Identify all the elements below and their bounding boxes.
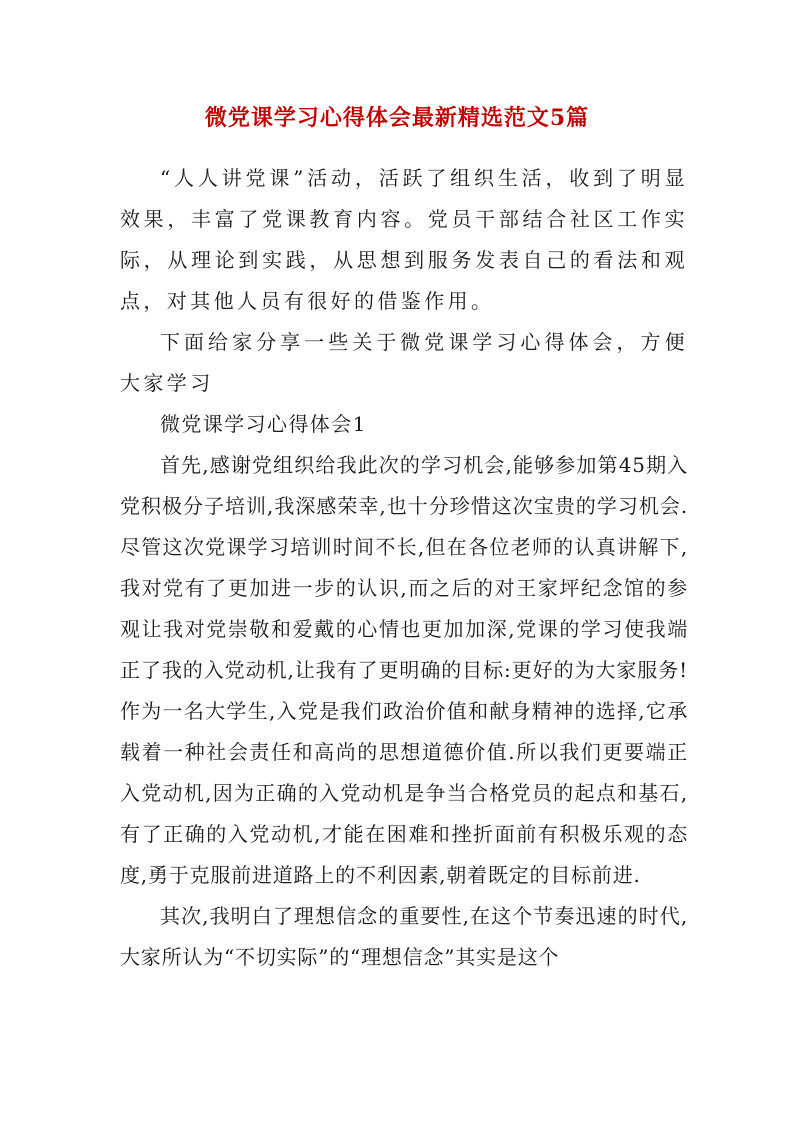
section-heading: 微党课学习心得体会1	[160, 412, 367, 436]
document-title: 微党课学习心得体会最新精选范文5篇	[204, 105, 590, 131]
share-paragraph: 下面给家分享一些关于微党课学习心得体会，方便大家学习	[120, 330, 688, 395]
document-body	[120, 158, 688, 978]
body-paragraph-1: 首先,感谢党组织给我此次的学习机会,能够参加第45期入党积极分子培训,我深感荣幸,也十分珍惜这次宝贵的学习机会.尽管这次党课学习培训时间不长,但在各位老师的认真讲解下,我对党有了更加进一步的认识,而之后的对王家坪纪念馆的参观让我对党崇敬和爱戴的心情也更加加深,党课的学习使我端正了我的入党动机,让我有了更明确的目标:更好的为大家服务!作为一名大学生,入党是我们政治价值和献身精神的选择,它承载着一种社会责任和高尚的思想道德价值.所以我们更要端正入党动机,因为正确的入党动机是争当合格党员的起点和基石,有了正确的入党动机,才能在困难和挫折面前有积极乐观的态度,勇于克服前进道路上的不利因素,朝着既定的目标前进.	[120, 453, 688, 887]
intro-paragraph: “人人讲党课”活动，活跃了组织生活，收到了明显效果，丰富了党课教育内容。党员干部结合社区工作实际，从理论到实践，从思想到服务发表自己的看法和观点，对其他人员有很好的借鉴作用。	[120, 166, 688, 313]
body-paragraph-2: 其次,我明白了理想信念的重要性,在这个节奏迅速的时代,大家所认为“不切实际”的“理想信念”其实是这个	[120, 904, 688, 969]
